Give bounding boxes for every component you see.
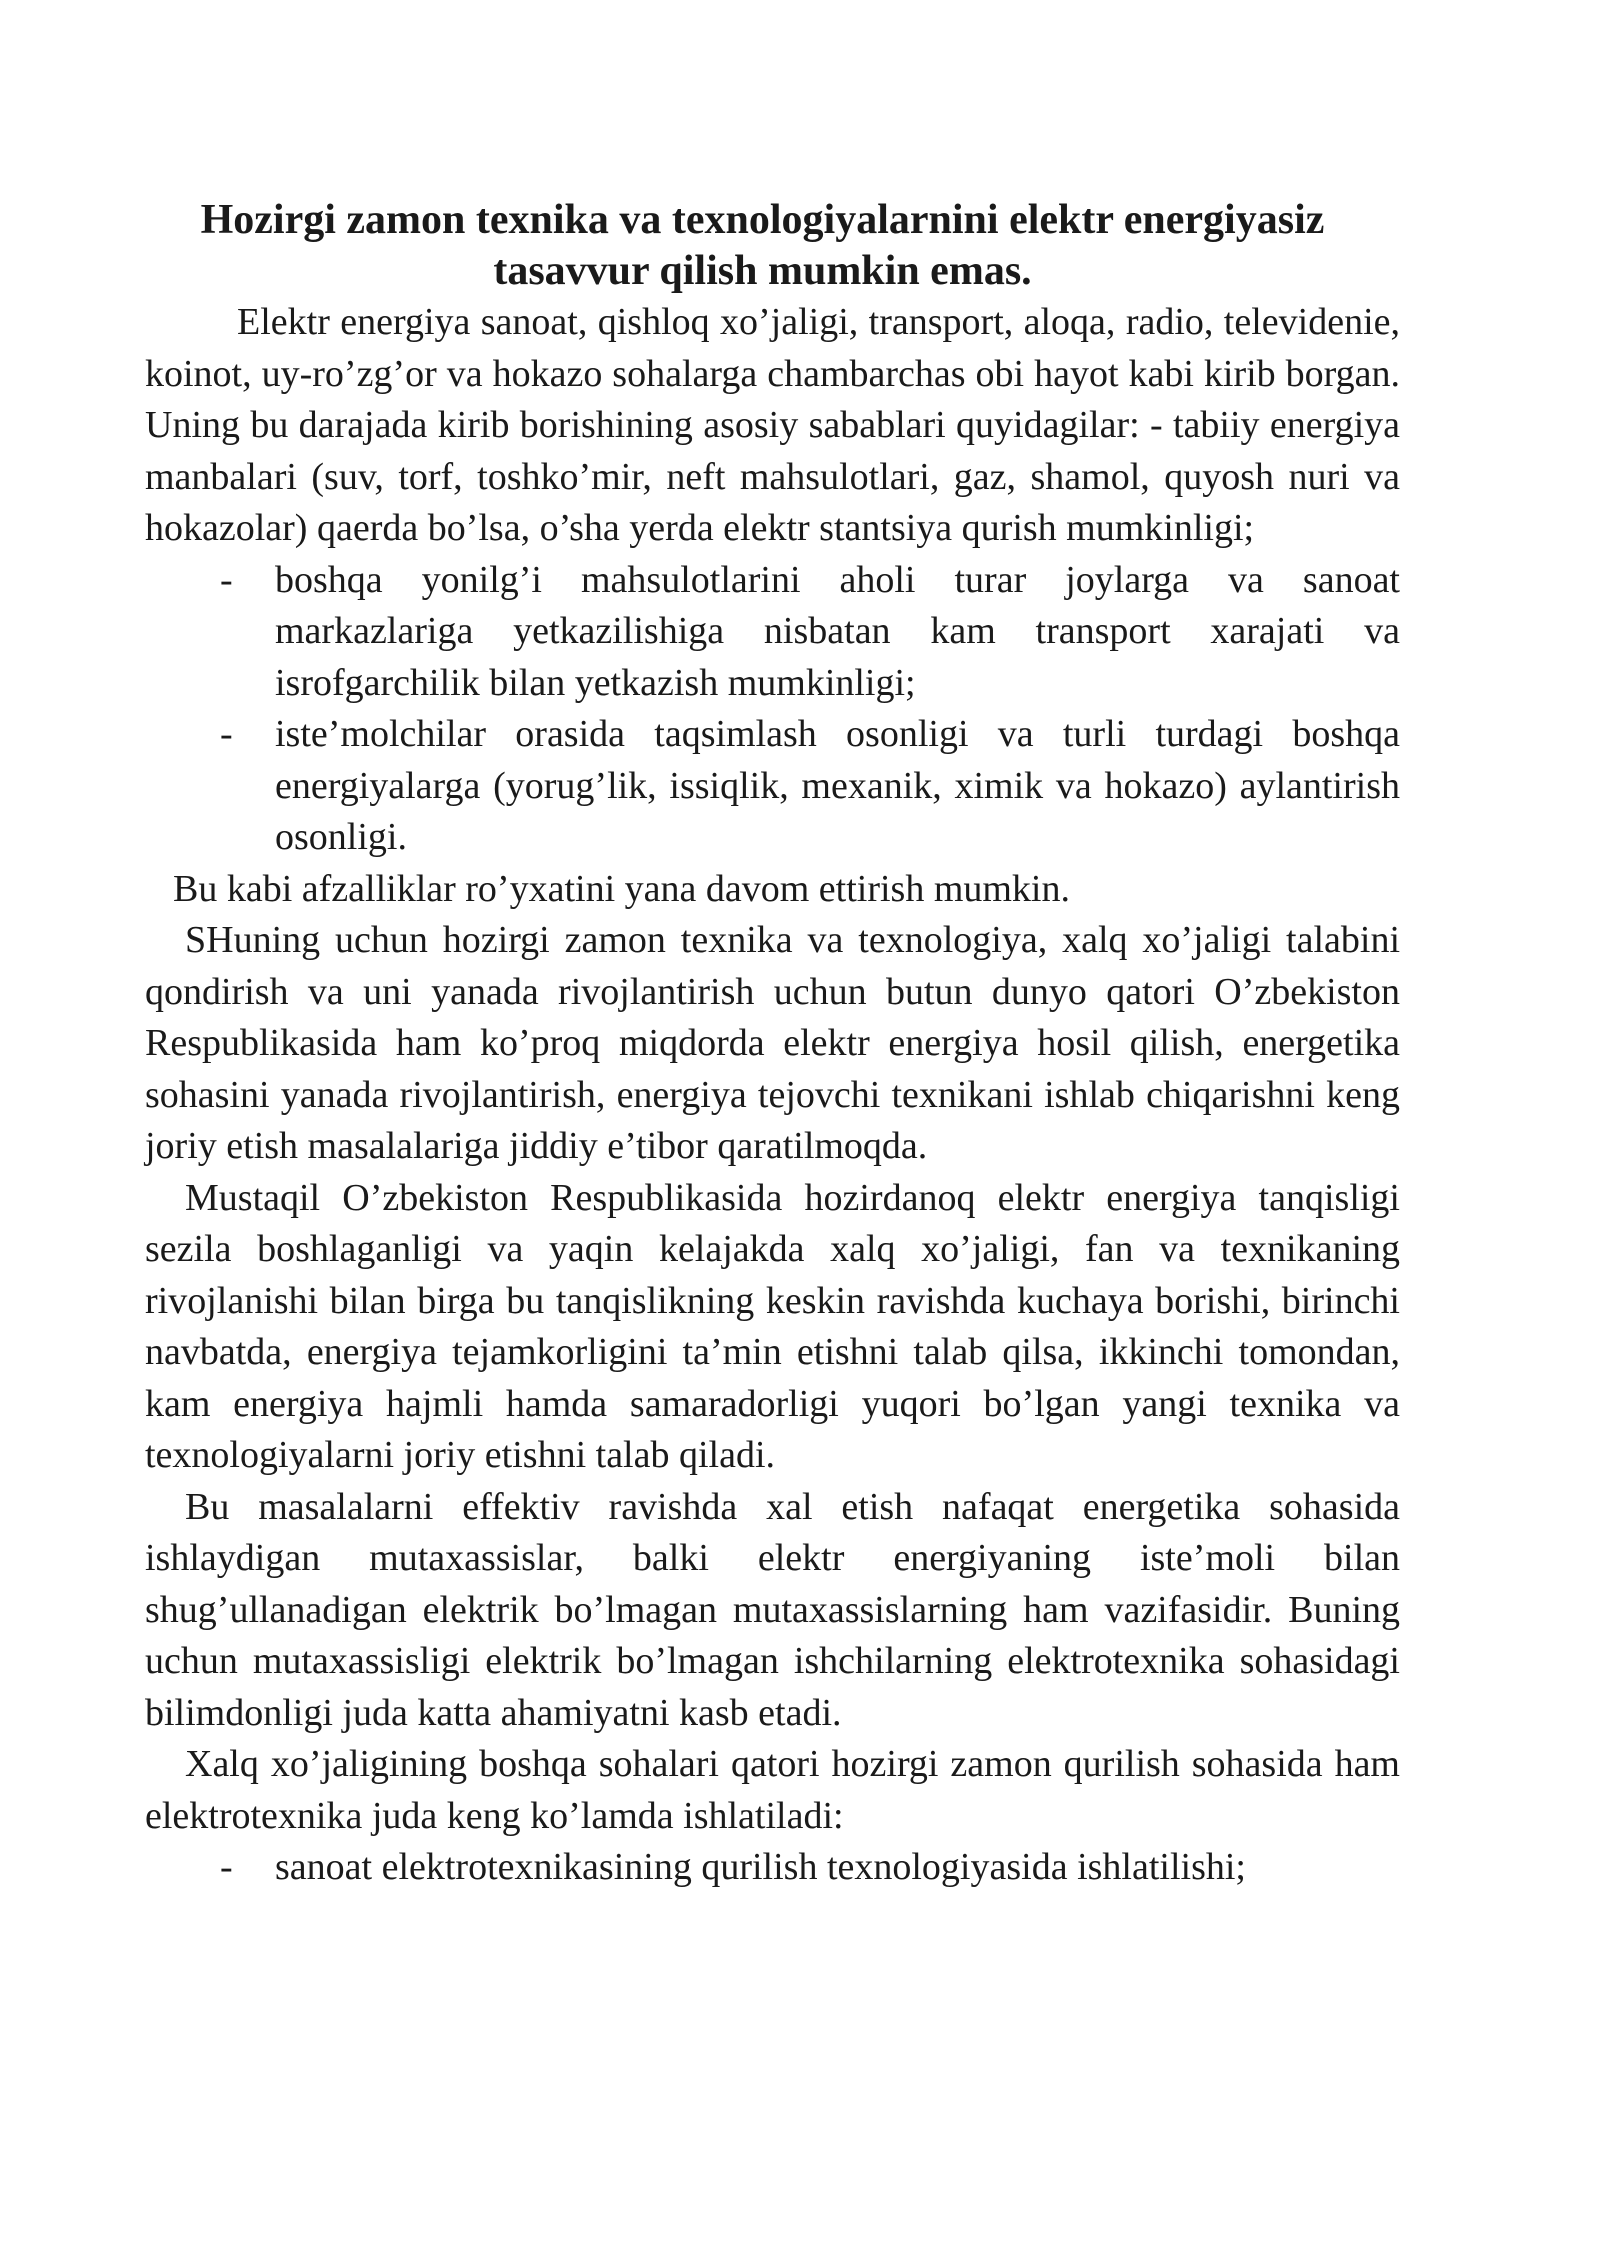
bullet-dash: - [220, 558, 233, 601]
list-item-text: boshqa yonilg’i mahsulotlarini aholi turar joylarga va sanoat markazlariga yetkazilishiga nisbatan kam transport xarajati va isrofgarchilik bilan yetkazish mumkinligi; [275, 558, 1400, 704]
intro-paragraph: Elektr energiya sanoat, qishloq xo’jaligi, transport, aloqa, radio, televidenie, koinot, uy-ro’zg’or va hokazo sohalarga chambarchas obi hayot kabi kirib borgan. Uning bu darajada kirib borishining asosiy sabablari quyidagilar: - tabiiy energiya manbalari (suv, torf, toshko’mir, neft mahsulotlari, gaz, shamol, quyosh nuri va hokazolar) qaerda bo’lsa, o’sha yerda elektr stantsiya qurish mumkinligi; [145, 301, 1400, 549]
document-title: Hozirgi zamon texnika va texnologiyalarnini elektr energiyasiz tasavvur qilish mumkin emas. [200, 197, 1325, 294]
paragraph-energy-policy: SHuning uchun hozirgi zamon texnika va texnologiya, xalq xo’jaligi talabini qondirish va uni yanada rivojlantirish uchun butun dunyo qatori O’zbekiston Respublikasida ham ko’proq miqdorda elektr energiya hosil qilish, energetika sohasini yanada rivojlantirish, energiya tejovchi texnikani ishlab chiqarishni keng joriy etish masalalariga jiddiy e’tibor qaratilmoqda. [145, 919, 1400, 1167]
bullet-list-construction [145, 1842, 1400, 1894]
paragraph-construction: Xalq xo’jaligining boshqa sohalari qatori hozirgi zamon qurilish sohasida ham elektrotexnika juda keng ko’lamda ishlatiladi: [145, 1743, 1400, 1837]
document-page [145, 195, 1400, 1894]
paragraph-energy-deficit: Mustaqil O’zbekiston Respublikasida hozirdanoq elektr energiya tanqisligi sezila boshlaganligi va yaqin kelajakda xalq xo’jaligi, fan va texnikaning rivojlanishi bilan birga bu tanqislikning keskin ravishda kuchaya borishi, birinchi navbatda, energiya tejamkorligini ta’min etishni talab qilsa, ikkinchi tomondan, kam energiya hajmli hamda samaradorligi yuqori bo’lgan yangi texnika va texnologiyalarni joriy etishni talab qiladi. [145, 1176, 1400, 1476]
bullet-dash: - [220, 713, 233, 755]
list-item [145, 709, 1400, 864]
paragraph-advantages-note: Bu kabi afzalliklar ro’yxatini yana davom ettirish mumkin. [173, 867, 1070, 910]
list-item [145, 555, 1400, 710]
bullet-dash: - [220, 1846, 233, 1888]
bullet-list-advantages [145, 555, 1400, 864]
paragraph-specialists: Bu masalalarni effektiv ravishda xal etish nafaqat energetika sohasida ishlaydigan mutaxassislar, balki elektr energiyaning iste’moli bilan shug’ullanadigan elektrik bo’lmagan mutaxassislarning ham vazifasidir. Buning uchun mutaxassisligi elektrik bo’lmagan ishchilarning elektrotexnika sohasidagi bilimdonligi juda katta ahamiyatni kasb etadi. [145, 1485, 1400, 1734]
list-item-text: iste’molchilar orasida taqsimlash osonligi va turli turdagi boshqa energiyalarga (yorug’lik, issiqlik, mexanik, ximik va hokazo) aylantirish osonligi. [275, 713, 1400, 858]
list-item [145, 1842, 1400, 1894]
list-item-text: sanoat elektrotexnikasining qurilish texnologiyasida ishlatilishi; [275, 1846, 1246, 1888]
